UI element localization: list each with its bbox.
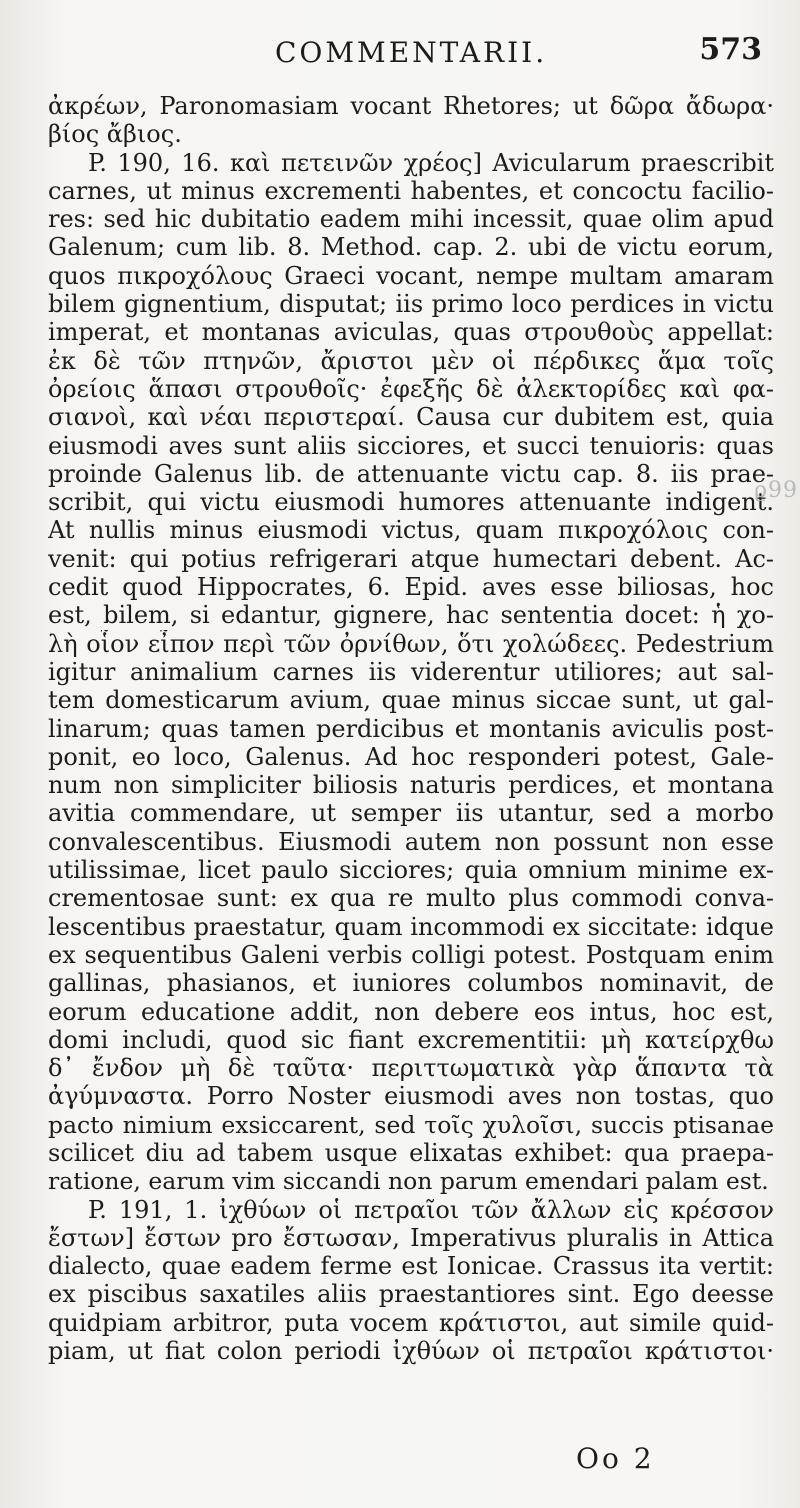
text-line: linarum; quas tamen perdicibus et montanis aviculis post- bbox=[48, 714, 774, 743]
text-line: num non simpliciter biliosis naturis perdices, et montana bbox=[48, 771, 774, 800]
text-line: domi includi, quod sic fiant excrementitii: μὴ κατείρχθω bbox=[48, 1025, 774, 1054]
text-line: proinde Galenus lib. de attenuante victu cap. 8. iis prae- bbox=[48, 459, 774, 488]
text-line: res: sed hic dubitatio eadem mihi incessit, quae olim apud bbox=[48, 205, 774, 234]
text-line: dialecto, quae eadem ferme est Ionicae. Crassus ita vertit: bbox=[48, 1252, 774, 1281]
text-line: At nullis minus eiusmodi victus, quam πικροχόλοις con- bbox=[48, 516, 774, 545]
text-line: eorum educatione addit, non debere eos intus, hoc est, bbox=[48, 997, 774, 1026]
text-line: quidpiam arbitror, puta vocem κράτιστοι, aut simile quid- bbox=[48, 1308, 774, 1337]
running-title: COMMENTARII. bbox=[275, 36, 548, 69]
text-line: λὴ οἷον εἶπον περὶ τῶν ὀρνίθων, ὅτι χολώδεες. Pedestrium bbox=[48, 629, 774, 658]
text-line: piam, ut fiat colon periodi ἰχθύων οἱ πετραῖοι κράτιστοι· bbox=[48, 1337, 774, 1366]
text-line: P. 191, 1. ἰχθύων οἱ πετραῖοι τῶν ἄλλων εἰς κρέσσον bbox=[88, 1195, 774, 1224]
text-line: ratione, earum vim siccandi non parum emendari palam est. bbox=[48, 1167, 769, 1196]
text-line: igitur animalium carnes iis viderentur utiliores; aut sal- bbox=[48, 657, 774, 686]
text-line: eiusmodi aves sunt aliis sicciores, et succi tenuioris: quas bbox=[48, 431, 774, 460]
text-line: lescentibus praestatur, quam incommodi ex siccitate: idque bbox=[48, 912, 774, 941]
text-line: imperat, et montanas aviculas, quas στρουθοὺς appellat: bbox=[48, 318, 774, 347]
text-line: crementosae sunt: ex qua re multo plus commodi conva- bbox=[48, 884, 774, 913]
text-line: δ᾽ ἔνδον μὴ δὲ ταῦτα· περιττωματικὰ γὰρ ἅπαντα τὰ bbox=[48, 1054, 774, 1083]
text-line: ὀρείοις ἅπασι στρουθοῖς· ἐφεξῆς δὲ ἀλεκτορίδες καὶ φα- bbox=[48, 374, 774, 403]
text-line: ex sequentibus Galeni verbis colligi potest. Postquam enim bbox=[48, 940, 774, 969]
page-number: 573 bbox=[699, 32, 762, 67]
running-head bbox=[0, 30, 800, 70]
text-line: scilicet diu ad tabem usque elixatas exhibet: qua praepa- bbox=[48, 1138, 774, 1167]
text-line: σιανοὶ, καὶ νέαι περιστεραί. Causa cur dubitem est, quia bbox=[48, 403, 774, 432]
text-line: convalescentibus. Eiusmodi autem non possunt non esse bbox=[48, 827, 774, 856]
commentary-text bbox=[48, 92, 774, 1365]
text-line: ἐκ δὲ τῶν πτηνῶν, ἄριστοι μὲν οἱ πέρδικες ἅμα τοῖς bbox=[48, 346, 774, 375]
text-line: ex piscibus saxatiles aliis praestantiores sint. Ego deesse bbox=[48, 1280, 774, 1309]
text-line: tem domesticarum avium, quae minus siccae sunt, ut gal- bbox=[48, 686, 774, 715]
signature-mark: Oo 2 bbox=[576, 1442, 655, 1475]
text-line: pacto nimium exsiccarent, sed τοῖς χυλοῖσι, succis ptisanae bbox=[48, 1110, 774, 1139]
text-line: est, bilem, si edantur, gignere, hac sententia docet: ἡ χο- bbox=[48, 601, 774, 630]
text-line: bilem gignentium, disputat; iis primo loco perdices in victu bbox=[48, 290, 774, 319]
text-line: scribit, qui victu eiusmodi humores attenuante indigent. bbox=[48, 488, 774, 517]
text-line: ponit, eo loco, Galenus. Ad hoc responderi potest, Gale- bbox=[48, 742, 774, 771]
text-line: quos πικροχόλους Graeci vocant, nempe multam amaram bbox=[48, 261, 774, 290]
margin-mark: ϱ99 bbox=[754, 478, 798, 503]
text-line: ἀγύμναστα. Porro Noster eiusmodi aves non tostas, quo bbox=[48, 1082, 774, 1111]
text-line: venit: qui potius refrigerari atque humectari debent. Ac- bbox=[48, 544, 774, 573]
text-line: cedit quod Hippocrates, 6. Epid. aves esse biliosas, hoc bbox=[48, 573, 774, 602]
text-line: βίος ἄβιος. bbox=[48, 120, 182, 149]
text-line: avitia commendare, ut semper iis utantur, sed a morbo bbox=[48, 799, 774, 828]
text-line: ἔστων] ἔστων pro ἔστωσαν, Imperativus pluralis in Attica bbox=[48, 1223, 774, 1252]
text-line: P. 190, 16. καὶ πετεινῶν χρέος] Avicularum praescribit bbox=[88, 148, 774, 177]
text-line: ἀκρέων, Paronomasiam vocant Rhetores; ut δῶρα ἄδωρα· bbox=[48, 92, 774, 120]
text-line: carnes, ut minus excrementi habentes, et concoctu facilio- bbox=[48, 176, 774, 205]
text-line: gallinas, phasianos, et iuniores columbos nominavit, de bbox=[48, 969, 774, 998]
text-line: utilissimae, licet paulo sicciores; quia omnium minime ex- bbox=[48, 856, 774, 885]
text-line: Galenum; cum lib. 8. Method. cap. 2. ubi de victu eorum, bbox=[48, 233, 774, 262]
